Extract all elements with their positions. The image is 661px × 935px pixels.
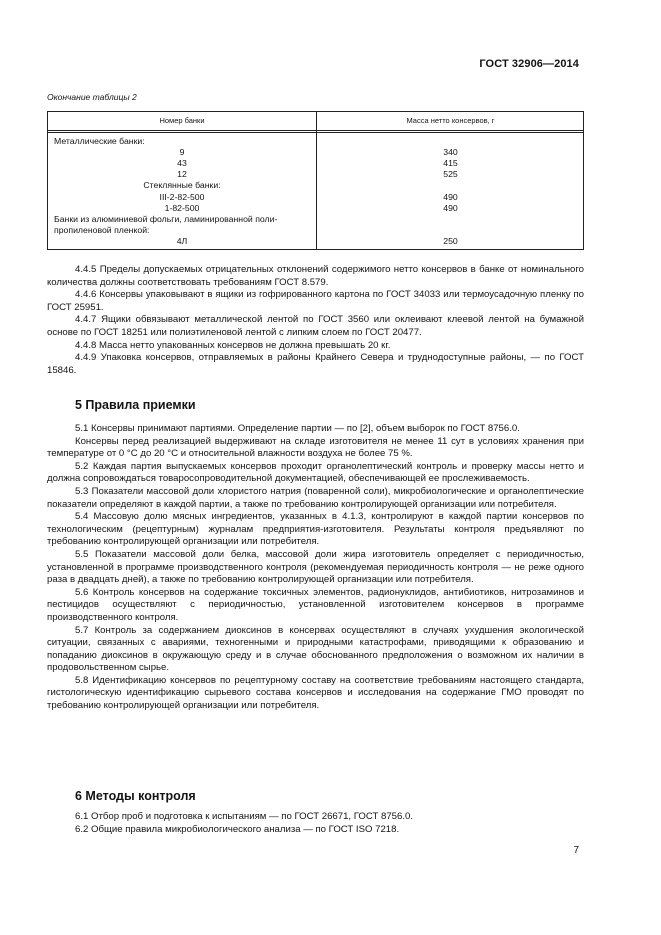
table-row-label: III-2-82-500	[159, 192, 205, 202]
section-6-body	[47, 811, 584, 836]
mass-table	[47, 111, 584, 250]
section-6-title: 6 Методы контроля	[75, 789, 196, 803]
document-id: ГОСТ 32906—2014	[479, 58, 579, 70]
table-row-label: 12	[177, 169, 187, 179]
paragraph: 4.4.9 Упаковка консервов, отправляемых в районы Крайнего Севера и труднодоступные районы, — по ГОСТ 15846.	[47, 352, 584, 376]
paragraph: 6.2 Общие правила микробиологического анализа — по ГОСТ ISO 7218.	[75, 823, 400, 835]
table-row-label: 1-82-500	[164, 203, 200, 213]
table-row-label: Банки из алюминиевой фольги, ламинированной поли-	[54, 214, 278, 224]
paragraph: 6.1 Отбор проб и подготовка к испытаниям — по ГОСТ 26671, ГОСТ 8756.0.	[75, 811, 414, 822]
paragraph: 5.4 Массовую долю мясных ингредиентов, указанных в 4.1.3, контролируют в каждой партии консервов по технологическим (рецептурным) журналам предприятия-изготовителя. Результаты контроля предъявляют по требованию контролирующей организации или потребителя.	[47, 511, 584, 548]
paragraph: Консервы перед реализацией выдерживают на складе изготовителя не менее 11 сут в условиях хранения при температуре от 0 °С до 20 °С и относительной влажности воздуха не более 75 %.	[47, 435, 584, 460]
paragraph: 5.3 Показатели массовой доли хлористого натрия (поваренной соли), микробиологические и органолептические показатели определяют в каждой партии, а также по требованию контролирующей организации или потребителя.	[47, 485, 584, 510]
paragraph: 5.6 Контроль консервов на содержание токсичных элементов, радионуклидов, антибиотиков, нитрозаминов и пестицидов осуществляют с периодичностью, установленной изготовителем консервов в программе производственного контроля.	[47, 586, 584, 623]
table-row-value: 415	[443, 158, 458, 168]
paragraph: 5.1 Консервы принимают партиями. Определение партии — по [2], объем выборок по ГОСТ 8756.0.	[75, 423, 520, 434]
paragraph: 5.2 Каждая партия выпускаемых консервов проходит органолептический контроль и проверку массы нетто и должна сопровождаться товаросопроводительной документацией, обеспечивающей ее прослеживаемость.	[47, 460, 584, 485]
table-row-label: пропиленовой пленкой:	[54, 225, 150, 235]
table-caption: Окончание таблицы 2	[47, 92, 137, 102]
section-4-tail	[47, 264, 584, 377]
table-row-value: 525	[443, 169, 458, 179]
section-5-body	[47, 423, 584, 713]
table-row-label: Стеклянные банки:	[143, 180, 221, 190]
paragraph: 5.8 Идентификацию консервов по рецептурному составу на соответствие требованиям настоящего стандарта, гистологическую идентификацию сырьевого состава консервов и исследования на содержание ГМО проводят по требованию контролирующей организации или потребителя.	[47, 674, 584, 712]
paragraph: 4.4.8 Масса нетто упакованных консервов не должна превышать 20 кг.	[75, 339, 391, 351]
paragraph: 4.4.6 Консервы упаковывают в ящики из гофрированного картона по ГОСТ 34033 или термоусадочную пленку по ГОСТ 25951.	[47, 289, 584, 313]
table-row-label: 43	[177, 158, 187, 168]
table-row-value: 250	[443, 236, 458, 246]
table-header-mass: Масса нетто консервов, г	[406, 116, 495, 125]
table-row-label: 9	[179, 147, 185, 157]
table-row-label: 4Л	[176, 236, 188, 246]
table-row-value: 490	[443, 192, 458, 202]
paragraph: 5.7 Контроль за содержанием диоксинов в консервах осуществляют в случаях ухудшения экологической ситуации, связанных с авариями, техногенными и природными катастрофами, приводящими к образованию и попаданию диоксинов в окружающую среду и в случае обоснованного предположения о возможном их наличии в продовольственном сырье.	[47, 624, 584, 674]
paragraph: 5.5 Показатели массовой доли белка, массовой доли жира изготовитель определяет с периодичностью, установленной в программе производственного контроля (рекомендуемая периодичность контроля — не реже одного раза в двадцать дней), а также по требованию контролирующей организации или потребителя.	[47, 548, 584, 586]
page-number: 7	[573, 845, 579, 856]
table-header-number: Номер банки	[159, 116, 205, 125]
table-row-value: 490	[443, 203, 458, 213]
section-5-title: 5 Правила приемки	[75, 398, 196, 412]
table-row-label: Металлические банки:	[54, 136, 145, 146]
paragraph: 4.4.5 Пределы допускаемых отрицательных отклонений содержимого нетто консервов в банке от номинального количества должны соответствовать требованиям ГОСТ 8.579.	[47, 264, 584, 288]
paragraph: 4.4.7 Ящики обвязывают металлической лентой по ГОСТ 3560 или оклеивают клеевой лентой на бумажной основе по ГОСТ 18251 или полиэтиленовой лентой с липким слоем по ГОСТ 20477.	[47, 314, 584, 338]
table-row-value: 340	[443, 147, 458, 157]
